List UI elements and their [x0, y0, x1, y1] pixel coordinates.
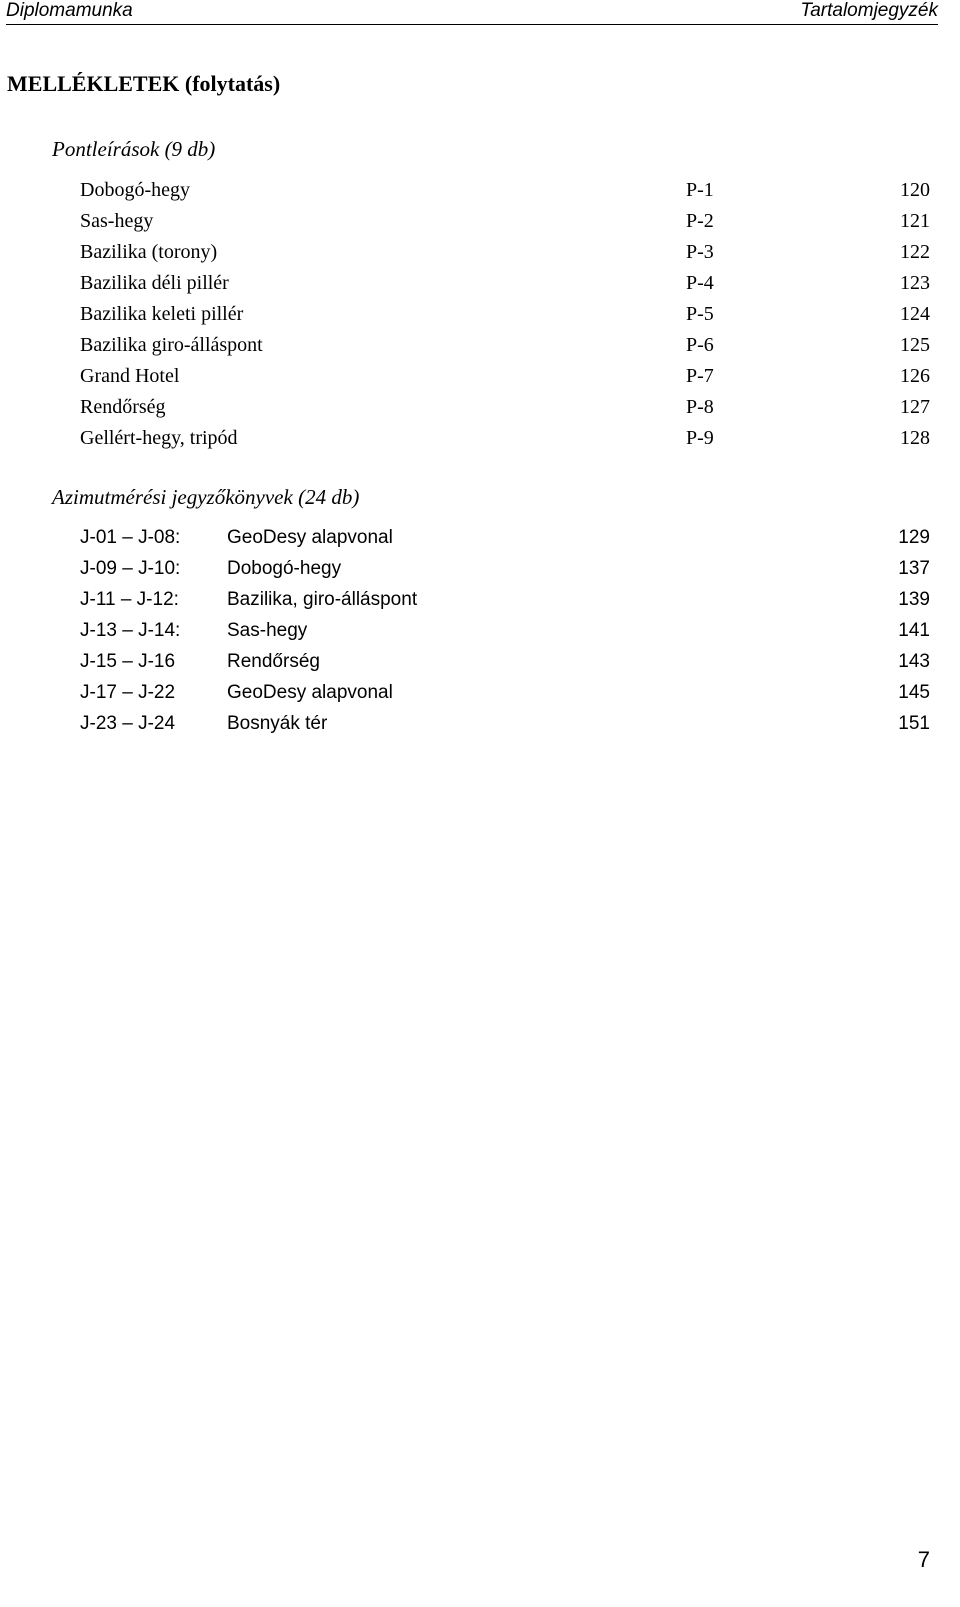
record-page-number: 151 [898, 713, 930, 734]
record-range: J-23 – J-24 [80, 713, 176, 734]
point-name: Dobogó-hegy [80, 179, 190, 201]
records-heading: Azimutmérési jegyzőkönyvek (24 db) [52, 485, 360, 509]
toc-entry-point [0, 334, 960, 365]
point-name: Bazilika giro-álláspont [80, 334, 263, 356]
record-range: J-09 – J-10: [80, 558, 181, 579]
record-place: Bazilika, giro-álláspont [227, 589, 418, 610]
record-range: J-11 – J-12: [80, 589, 179, 610]
toc-entry-record [0, 620, 960, 651]
point-page-number: 120 [900, 179, 930, 201]
point-name: Bazilika (torony) [80, 241, 218, 263]
point-code: P-8 [686, 396, 714, 418]
point-page-number: 123 [900, 272, 930, 294]
toc-entry-point [0, 241, 960, 272]
toc-entry-record [0, 651, 960, 682]
point-page-number: 126 [900, 365, 930, 387]
point-code: P-9 [686, 427, 714, 449]
point-name: Bazilika keleti pillér [80, 303, 244, 325]
toc-entry-record [0, 527, 960, 558]
toc-entry-point [0, 427, 960, 458]
page-number: 7 [917, 1547, 930, 1572]
point-code: P-4 [686, 272, 714, 294]
page-header [6, 0, 938, 25]
point-code: P-6 [686, 334, 714, 356]
record-range: J-15 – J-16 [80, 651, 176, 672]
toc-entry-record [0, 713, 960, 744]
point-name: Sas-hegy [80, 210, 154, 232]
point-code: P-2 [686, 210, 714, 232]
toc-entry-record [0, 682, 960, 713]
record-place: Bosnyák tér [227, 713, 328, 734]
record-place: Rendőrség [227, 651, 320, 672]
toc-entry-point [0, 272, 960, 303]
point-page-number: 122 [900, 241, 930, 263]
point-page-number: 127 [900, 396, 930, 418]
point-name: Grand Hotel [80, 365, 180, 387]
record-page-number: 145 [898, 682, 930, 703]
header-section-name: Tartalomjegyzék [800, 0, 938, 21]
record-place: GeoDesy alapvonal [227, 527, 393, 548]
point-page-number: 121 [900, 210, 930, 232]
toc-entry-point [0, 365, 960, 396]
point-name: Rendőrség [80, 396, 166, 418]
record-range: J-01 – J-08: [80, 527, 181, 548]
toc-entry-record [0, 558, 960, 589]
section-title: MELLÉKLETEK (folytatás) [7, 71, 281, 96]
record-page-number: 129 [898, 527, 930, 548]
point-page-number: 125 [900, 334, 930, 356]
record-page-number: 139 [898, 589, 930, 610]
point-code: P-5 [686, 303, 714, 325]
toc-entry-record [0, 589, 960, 620]
record-range: J-13 – J-14: [80, 620, 181, 641]
point-code: P-7 [686, 365, 714, 387]
record-page-number: 137 [898, 558, 930, 579]
record-page-number: 143 [898, 651, 930, 672]
record-page-number: 141 [898, 620, 930, 641]
point-name: Gellért-hegy, tripód [80, 427, 238, 449]
record-place: Sas-hegy [227, 620, 308, 641]
record-place: GeoDesy alapvonal [227, 682, 393, 703]
point-page-number: 128 [900, 427, 930, 449]
record-range: J-17 – J-22 [80, 682, 176, 703]
toc-entry-point [0, 396, 960, 427]
toc-entry-point [0, 179, 960, 210]
toc-entry-point [0, 303, 960, 334]
record-place: Dobogó-hegy [227, 558, 342, 579]
point-code: P-1 [686, 179, 714, 201]
point-code: P-3 [686, 241, 714, 263]
point-page-number: 124 [900, 303, 930, 325]
point-name: Bazilika déli pillér [80, 272, 229, 294]
toc-entry-point [0, 210, 960, 241]
points-heading: Pontleírások (9 db) [52, 137, 216, 161]
header-document-type: Diplomamunka [6, 0, 133, 21]
